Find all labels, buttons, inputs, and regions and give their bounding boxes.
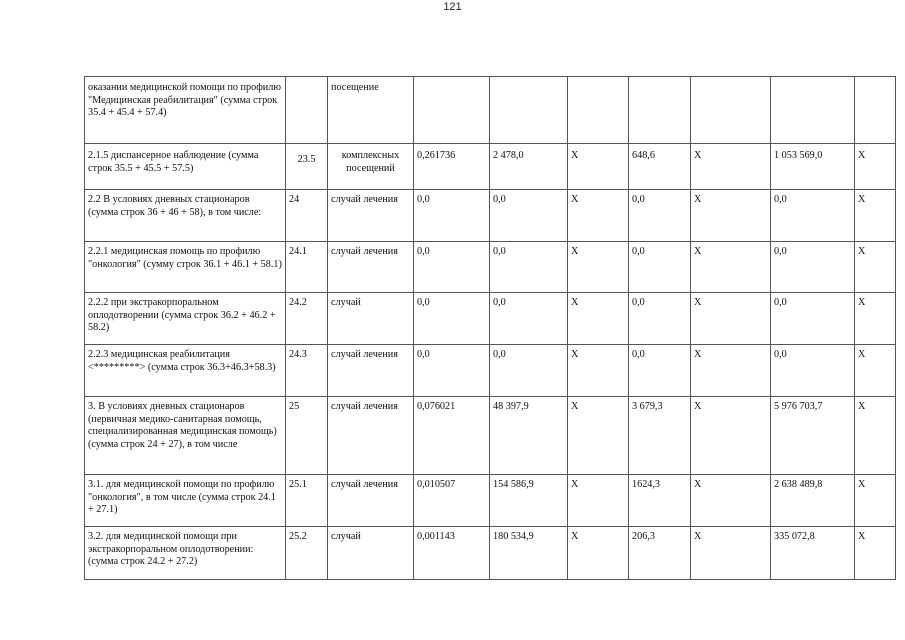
row-code: 24.2 <box>286 293 328 345</box>
row-value-5: X <box>691 527 771 580</box>
row-value-1: 0,001143 <box>414 527 490 580</box>
row-value-5: X <box>691 144 771 190</box>
row-description: 3.1. для медицинской помощи по профилю "онкология", в том числе (сумма строк 24.1 + 27.1) <box>85 475 286 527</box>
row-value-4: 0,0 <box>629 190 691 242</box>
row-value-6: 5 976 703,7 <box>771 397 855 475</box>
row-value-6: 1 053 569,0 <box>771 144 855 190</box>
row-description: 2.1.5 диспансерное наблюдение (сумма строк 35.5 + 45.5 + 57.5) <box>85 144 286 190</box>
row-value-4: 206,3 <box>629 527 691 580</box>
row-value-5: X <box>691 475 771 527</box>
table-row <box>85 475 896 527</box>
table-row <box>85 397 896 475</box>
row-value-5: X <box>691 397 771 475</box>
table-row <box>85 144 896 190</box>
row-unit: случай лечения <box>328 397 414 475</box>
row-description: 2.2 В условиях дневных стационаров (сумма строк 36 + 46 + 58), в том числе: <box>85 190 286 242</box>
row-description: 3.2. для медицинской помощи при экстракорпоральном оплодотворении: (сумма строк 24.2 + 27.2) <box>85 527 286 580</box>
row-value-3: X <box>568 144 629 190</box>
row-value-2: 0,0 <box>490 293 568 345</box>
row-value-3: X <box>568 293 629 345</box>
row-value-4: 648,6 <box>629 144 691 190</box>
row-value-6: 335 072,8 <box>771 527 855 580</box>
row-value-1: 0,076021 <box>414 397 490 475</box>
table-row <box>85 527 896 580</box>
row-description: 2.2.3 медицинская реабилитация <*********> (сумма строк 36.3+46.3+58.3) <box>85 345 286 397</box>
row-unit: комплексных посещений <box>328 144 414 190</box>
row-value-2: 180 534,9 <box>490 527 568 580</box>
row-value-6: 2 638 489,8 <box>771 475 855 527</box>
row-value-5: X <box>691 190 771 242</box>
row-value-2: 0,0 <box>490 242 568 293</box>
row-code: 23.5 <box>286 144 328 190</box>
row-value-1: 0,0 <box>414 293 490 345</box>
row-value-3: X <box>568 527 629 580</box>
row-value-6: 0,0 <box>771 242 855 293</box>
row-value-1: 0,261736 <box>414 144 490 190</box>
row-value-7: X <box>855 397 896 475</box>
row-value-1: 0,0 <box>414 242 490 293</box>
row-value-2: 48 397,9 <box>490 397 568 475</box>
row-value-5: X <box>691 242 771 293</box>
row-code: 24 <box>286 190 328 242</box>
row-value-4 <box>629 77 691 144</box>
row-value-4: 0,0 <box>629 345 691 397</box>
row-value-1 <box>414 77 490 144</box>
row-value-4: 0,0 <box>629 242 691 293</box>
table-row <box>85 242 896 293</box>
row-value-1: 0,0 <box>414 345 490 397</box>
row-value-7 <box>855 77 896 144</box>
row-value-4: 3 679,3 <box>629 397 691 475</box>
row-description: 2.2.1 медицинская помощь по профилю "онкология" (сумму строк 36.1 + 46.1 + 58.1) <box>85 242 286 293</box>
row-value-2: 2 478,0 <box>490 144 568 190</box>
row-code: 25.1 <box>286 475 328 527</box>
row-value-5 <box>691 77 771 144</box>
row-code: 24.3 <box>286 345 328 397</box>
row-code: 24.1 <box>286 242 328 293</box>
row-value-7: X <box>855 475 896 527</box>
row-value-4: 1624,3 <box>629 475 691 527</box>
row-value-2 <box>490 77 568 144</box>
row-value-3 <box>568 77 629 144</box>
row-unit: посещение <box>328 77 414 144</box>
row-value-5: X <box>691 345 771 397</box>
budget-table <box>84 76 896 580</box>
row-value-2: 154 586,9 <box>490 475 568 527</box>
row-code <box>286 77 328 144</box>
row-unit: случай лечения <box>328 242 414 293</box>
row-value-6: 0,0 <box>771 345 855 397</box>
row-value-3: X <box>568 397 629 475</box>
row-value-2: 0,0 <box>490 190 568 242</box>
row-value-3: X <box>568 475 629 527</box>
row-value-7: X <box>855 144 896 190</box>
row-code: 25 <box>286 397 328 475</box>
row-value-7: X <box>855 293 896 345</box>
row-unit: случай лечения <box>328 190 414 242</box>
row-value-3: X <box>568 345 629 397</box>
row-value-7: X <box>855 345 896 397</box>
row-unit: случай лечения <box>328 475 414 527</box>
row-description: оказании медицинской помощи по профилю "Медицинская реабилитация" (сумма строк 35.4 + 45.4 + 57.4) <box>85 77 286 144</box>
row-description: 3. В условиях дневных стационаров (первичная медико-санитарная помощь, специализированная медицинская помощь) (сумма строк 24 + 27), в том числе <box>85 397 286 475</box>
row-value-6: 0,0 <box>771 190 855 242</box>
table-row <box>85 345 896 397</box>
row-value-4: 0,0 <box>629 293 691 345</box>
row-unit: случай <box>328 527 414 580</box>
table-row <box>85 77 896 144</box>
row-value-7: X <box>855 190 896 242</box>
row-unit: случай лечения <box>328 345 414 397</box>
row-value-6: 0,0 <box>771 293 855 345</box>
row-value-1: 0,0 <box>414 190 490 242</box>
row-value-7: X <box>855 527 896 580</box>
row-value-2: 0,0 <box>490 345 568 397</box>
row-value-7: X <box>855 242 896 293</box>
row-value-3: X <box>568 242 629 293</box>
row-unit: случай <box>328 293 414 345</box>
row-value-6 <box>771 77 855 144</box>
row-value-5: X <box>691 293 771 345</box>
row-code: 25.2 <box>286 527 328 580</box>
page-number: 121 <box>443 1 462 13</box>
table-row <box>85 293 896 345</box>
row-description: 2.2.2 при экстракорпоральном оплодотворении (сумма строк 36.2 + 46.2 + 58.2) <box>85 293 286 345</box>
row-value-3: X <box>568 190 629 242</box>
table-row <box>85 190 896 242</box>
row-value-1: 0,010507 <box>414 475 490 527</box>
